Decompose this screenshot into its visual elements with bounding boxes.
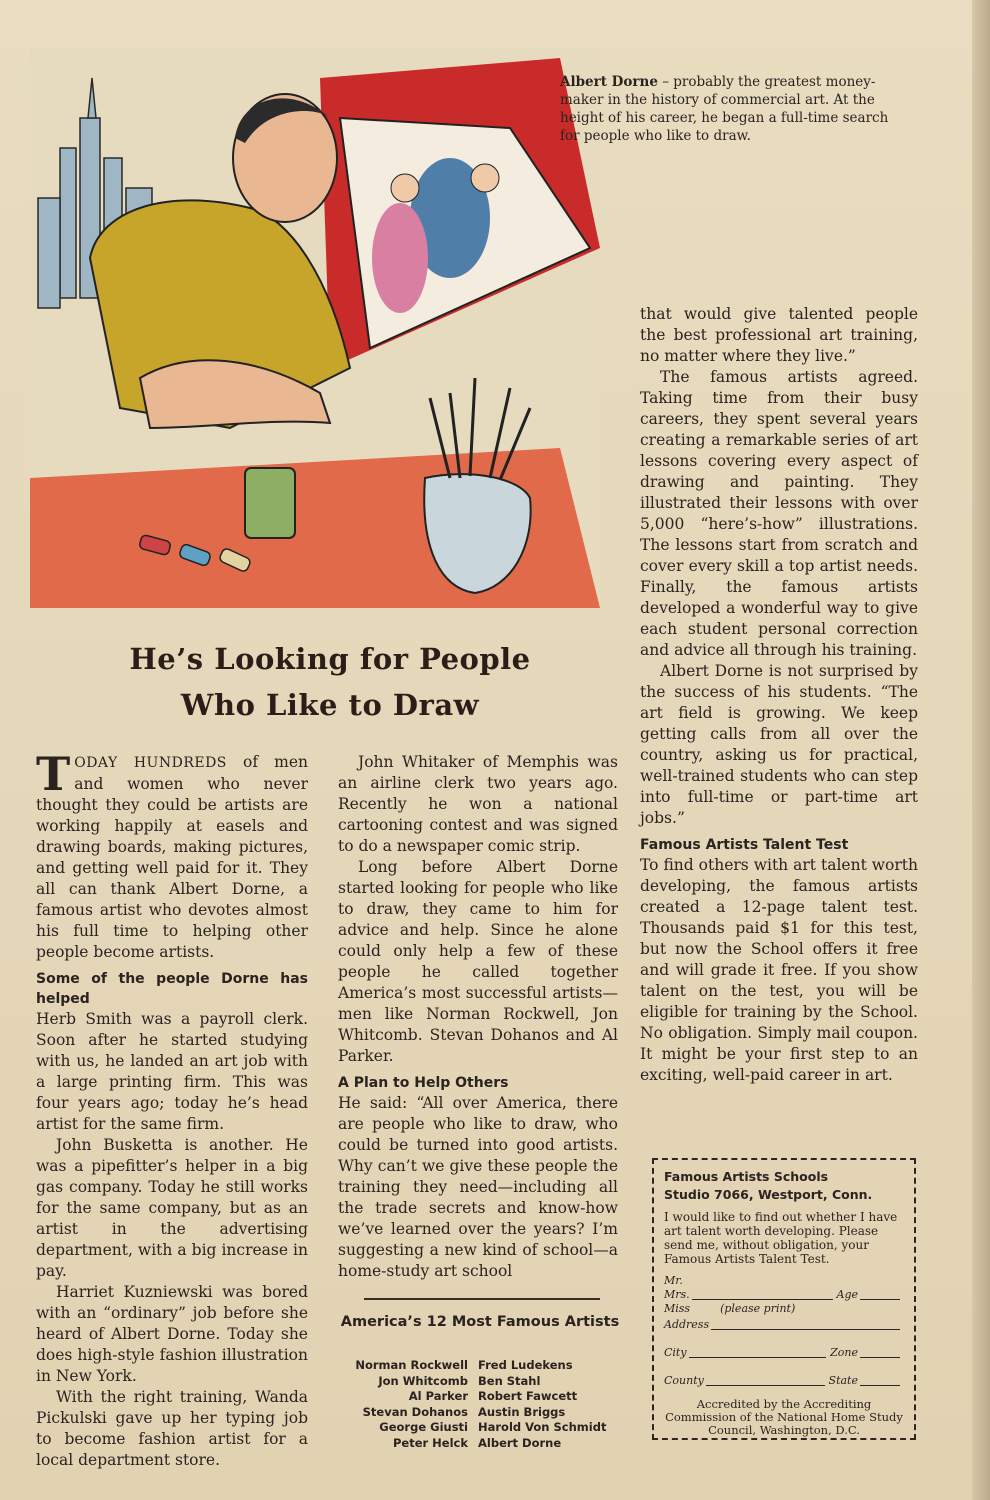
paragraph: With the right training, Wanda Pickulski gave up her typing job to become fashion artist for a local department store. <box>36 1388 308 1469</box>
artist-row <box>340 1420 624 1436</box>
artist-row <box>340 1374 624 1390</box>
artist-illustration <box>30 48 600 608</box>
drop-cap: T <box>36 747 71 801</box>
caption-name: Albert Dorne <box>560 74 658 90</box>
page-edge <box>972 0 990 1500</box>
age-label: Age <box>836 1288 858 1301</box>
coupon-name-field[interactable] <box>664 1288 904 1302</box>
column-2 <box>338 752 618 1282</box>
coupon-mr-field[interactable] <box>664 1274 904 1288</box>
artist-name-right: Harold Von Schmidt <box>478 1420 607 1434</box>
illustration-caption <box>560 73 900 145</box>
paragraph: Herb Smith was a payroll clerk. Soon after he started studying with us, he landed an art job with a large printing firm. This was four years ago; today he’s head artist for the same firm. <box>36 1010 308 1133</box>
headline <box>60 636 600 728</box>
zone-label: Zone <box>830 1346 858 1359</box>
artist-name-left: Norman Rockwell <box>355 1358 468 1372</box>
artist-row <box>340 1436 624 1452</box>
miss-label: Miss <box>664 1302 691 1315</box>
subhead-talent-test: Famous Artists Talent Test <box>640 837 849 853</box>
accreditation-text: Accredited by the Accrediting Commission of the National Home Study Council, Washington, D.C. <box>665 1397 903 1437</box>
artist-row <box>340 1358 624 1374</box>
artist-name-left: Jon Whitcomb <box>378 1373 468 1388</box>
coupon-address: Studio 7066, Westport, Conn. <box>664 1187 873 1202</box>
section-divider <box>364 1298 600 1300</box>
paragraph: Harriet Kuzniewski was bored with an “ordinary” job before she heard of Albert Dorne. Today she does high-style fashion illustration in New York. <box>36 1283 308 1385</box>
intro-text: of men and women who never thought they could be artists are working happily at easels and drawing boards, making pictures, and getting well paid for it. They all can thank Albert Dorne, a famous artist who devotes almost his full time to helping other people become artists. <box>36 753 309 961</box>
artist-name-left: Stevan Dohanos <box>362 1404 468 1419</box>
coupon-county-field[interactable] <box>664 1374 904 1388</box>
please-print-label: (please print) <box>720 1302 796 1315</box>
artist-name-left: Peter Helck <box>392 1435 468 1450</box>
paragraph: Albert Dorne is not surprised by the success of his students. “The art field is growing. We keep getting calls from all over the country, asking us for practical, well-trained students who can step into full-time or part-time art jobs.” <box>640 662 918 827</box>
address-label: Address <box>664 1318 710 1331</box>
lead-caps: ODAY HUNDREDS <box>74 755 227 771</box>
state-label: State <box>828 1374 858 1387</box>
famous-artists-list <box>340 1358 624 1451</box>
column-3 <box>640 304 918 1086</box>
intro-paragraph <box>36 747 309 963</box>
artist-name-right: Fred Ludekens <box>478 1358 573 1372</box>
paragraph: He said: “All over America, there are people who like to draw, who could be turned into good artists. Why can’t we give these people the training they need—including all the trade secrets and know-how we’ve learned over the years? I’m suggesting a new kind of school—a home-study art school <box>338 1094 618 1280</box>
subhead-people-helped: Some of the people Dorne has helped <box>36 971 308 1007</box>
paragraph: To find others with art talent worth developing, the famous artists created a 12-page talent test. Thousands paid $1 for this test, but now the School offers it free and will grade it free. If you show talent on the test, you will be eligible for training by the School. No obligation. Simply mail coupon. It might be your first step to an exciting, well-paid career in art. <box>640 856 918 1084</box>
artist-name-left: Al Parker <box>408 1389 468 1403</box>
artist-row <box>340 1389 624 1405</box>
artist-name-right: Ben Stahl <box>478 1373 541 1388</box>
column-1 <box>36 747 309 1471</box>
artist-name-right: Austin Briggs <box>478 1404 566 1419</box>
artist-name-right: Albert Dorne <box>478 1435 562 1450</box>
coupon-city-field[interactable] <box>664 1346 904 1360</box>
artist-row <box>340 1405 624 1421</box>
mrs-label: Mrs. <box>664 1288 690 1301</box>
county-label: County <box>664 1374 704 1387</box>
artist-name-right: Robert Fawcett <box>478 1389 578 1403</box>
paragraph: Long before Albert Dorne started looking for people who like to draw, they came to him for advice and help. Since he alone could only help a few of these people he called together America’s most successful artists—men like Norman Rockwell, Jon Whitcomb. Stevan Dohanos and Al Parker. <box>338 858 618 1065</box>
subhead-plan: A Plan to Help Others <box>338 1075 509 1091</box>
mail-coupon[interactable] <box>652 1158 916 1440</box>
paragraph: that would give talented people the best professional art training, no matter where they live.” <box>640 305 918 365</box>
paragraph: The famous artists agreed. Taking time from their busy careers, they spent several years creating a remarkable series of art lessons covering every aspect of drawing and painting. They illustrated their lessons with over 5,000 “here’s-how” illustrations. The lessons start from scratch and cover every skill a top artist needs. Finally, the famous artists developed a wonderful way to give each student personal correction and advice all through his training. <box>640 368 918 659</box>
caption-text: – probably the greatest money-maker in the history of commercial art. At the height of his career, he began a full-time search for people who like to draw. <box>560 74 889 144</box>
artist-name-left: George Giusti <box>379 1420 468 1434</box>
coupon-school-name: Famous Artists Schools <box>664 1169 829 1184</box>
coupon-miss-field[interactable] <box>664 1302 904 1316</box>
famous-artists-title: America’s 12 Most Famous Artists <box>340 1314 620 1330</box>
coupon-request-text: I would like to find out whether I have art talent worth developing. Please send me, without obligation, your Famous Artists Talent Test. <box>664 1210 898 1266</box>
headline-line-2: Who Like to Draw <box>180 688 480 722</box>
mr-label: Mr. <box>664 1274 683 1287</box>
coupon-address-field[interactable] <box>664 1318 904 1332</box>
city-label: City <box>664 1346 687 1359</box>
paragraph: John Busketta is another. He was a pipefitter’s helper in a big gas company. Today he still works for the same company, but as an artist in the advertising department, with a big increase in pay. <box>36 1136 308 1280</box>
paragraph: John Whitaker of Memphis was an airline clerk two years ago. Recently he won a national cartooning contest and was signed to do a newspaper comic strip. <box>338 753 618 855</box>
headline-line-1: He’s Looking for People <box>129 642 531 676</box>
